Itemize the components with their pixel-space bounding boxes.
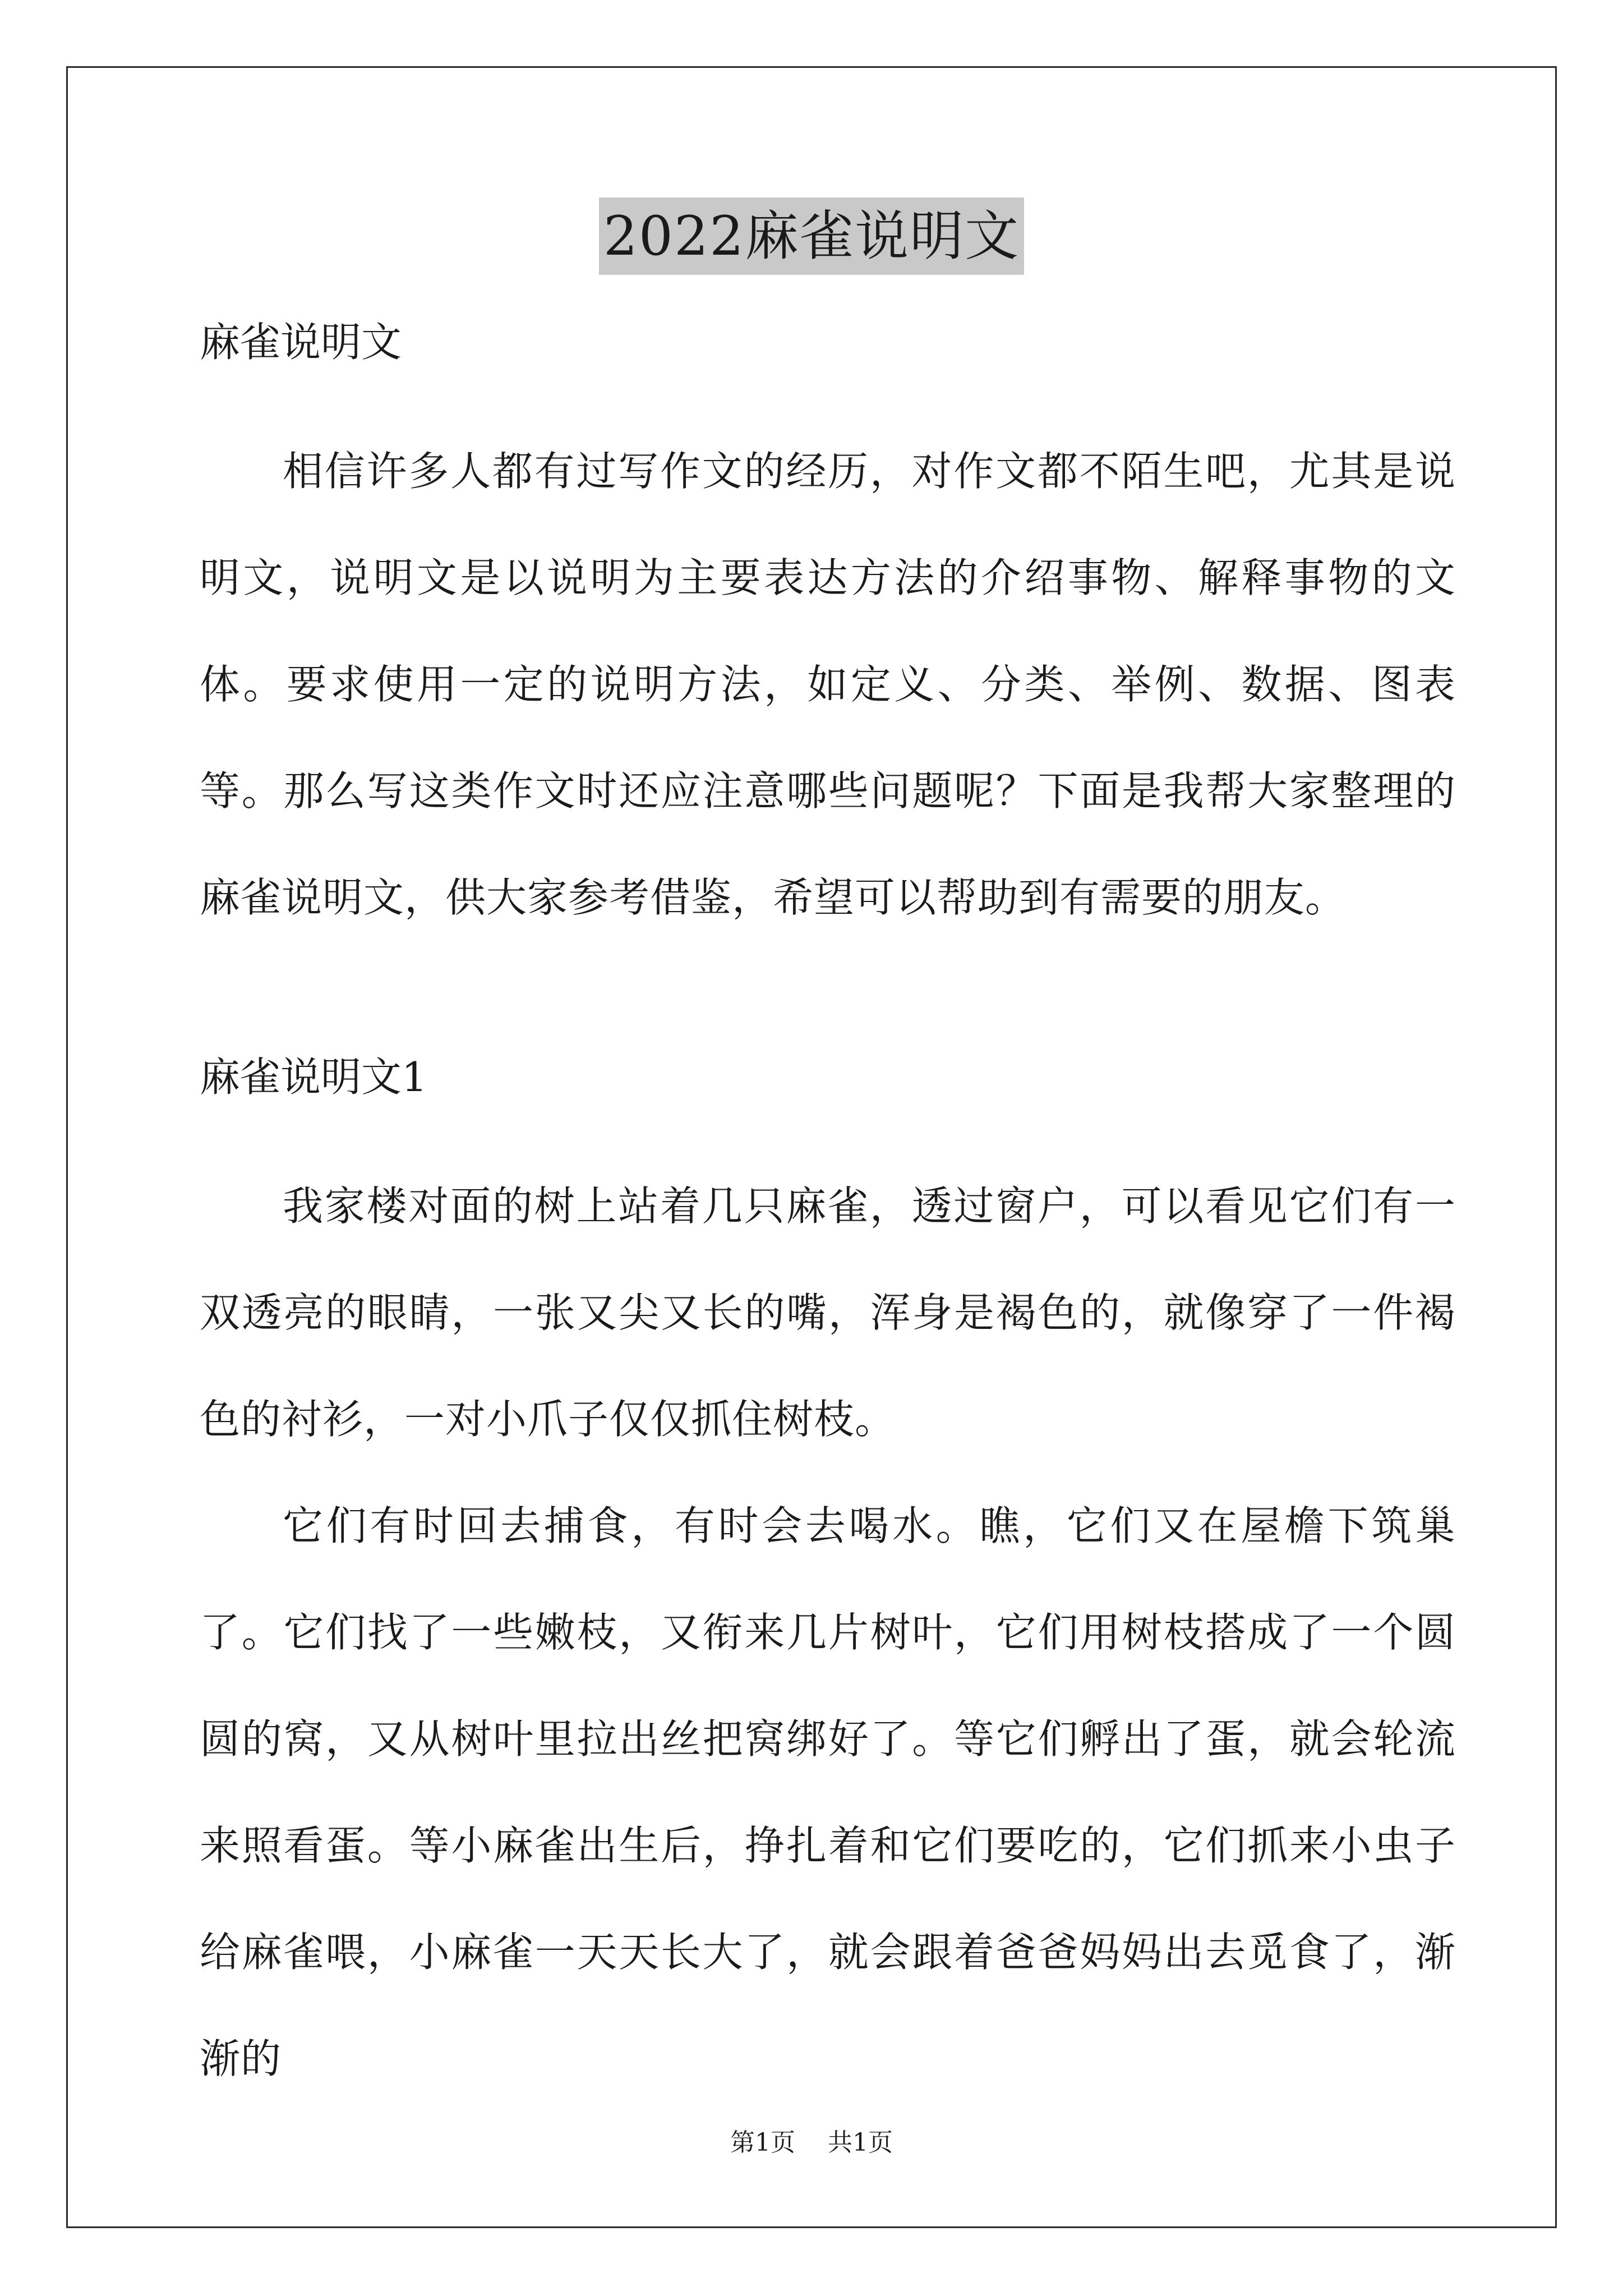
- page-footer: [0, 2126, 1623, 2160]
- section1-paragraph-1: 我家楼对面的树上站着几只麻雀，透过窗户，可以看见它们有一双透亮的眼睛，一张又尖又长的嘴，浑身是褐色的，就像穿了一件褐色的衬衫，一对小爪子仅仅抓住树枝。: [200, 1182, 1456, 1443]
- page-number-current: 第1页: [730, 2128, 795, 2157]
- section1-paragraph-2: 它们有时回去捕食，有时会去喝水。瞧，它们又在屋檐下筑巢了。它们找了一些嫩枝，又衔来几片树叶，它们用树枝搭成了一个圆圆的窝，又从树叶里拉出丝把窝绑好了。等它们孵出了蛋，就会轮流来照看蛋。等小麻雀出生后，挣扎着和它们要吃的，它们抓来小虫子给麻雀喂，小麻雀一天天长大了，就会跟着爸爸妈妈出去觅食了，渐渐的: [200, 1502, 1456, 2082]
- spacer: [200, 370, 1456, 418]
- title-container: [0, 197, 1623, 275]
- section1-heading: 麻雀说明文1: [200, 1053, 427, 1101]
- spacer: [200, 1105, 1456, 1153]
- document-body: [200, 314, 1456, 2112]
- page-number-total: 共1页: [828, 2128, 893, 2157]
- intro-heading: 麻雀说明文: [200, 319, 402, 366]
- intro-paragraph: 相信许多人都有过写作文的经历，对作文都不陌生吧，尤其是说明文，说明文是以说明为主要表达方法的介绍事物、解释事物的文体。要求使用一定的说明方法，如定义、分类、举例、数据、图表等。那么写这类作文时还应注意哪些问题呢？下面是我帮大家整理的麻雀说明文，供大家参考借鉴，希望可以帮助到有需要的朋友。: [200, 448, 1456, 921]
- document-title: 2022麻雀说明文: [599, 197, 1024, 275]
- spacer: [200, 951, 1456, 1049]
